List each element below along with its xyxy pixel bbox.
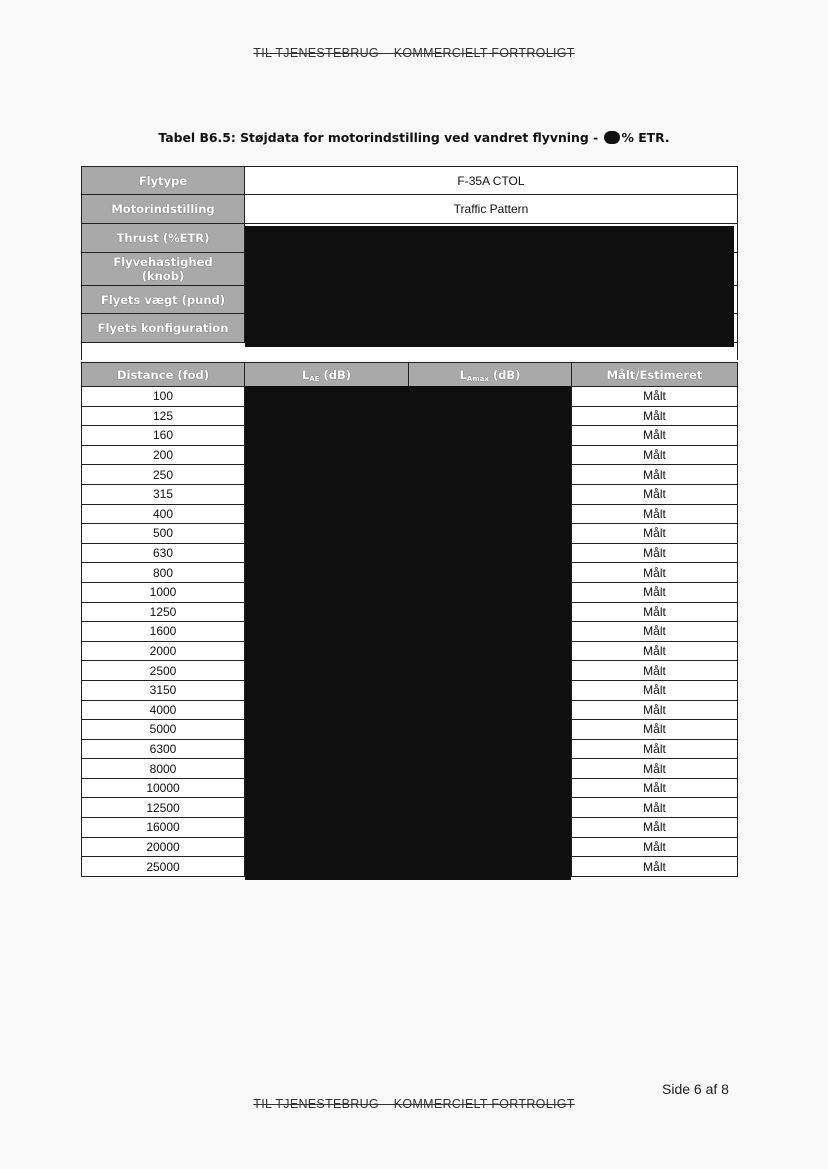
- measurement-header-row: [82, 363, 738, 387]
- distance-cell: 2500: [82, 661, 245, 681]
- status-cell: Målt: [572, 465, 738, 485]
- lae-subscript: AE: [309, 374, 320, 383]
- lamax-symbol: L: [459, 367, 467, 382]
- status-cell: Målt: [572, 426, 738, 446]
- status-cell: Målt: [572, 622, 738, 642]
- row-label: Flyvehastighed (knob): [82, 253, 245, 286]
- distance-cell: 2000: [82, 641, 245, 661]
- distance-cell: 1600: [82, 622, 245, 642]
- status-cell: Målt: [572, 818, 738, 838]
- redacted-value: [604, 131, 620, 144]
- title-text-before: Tabel B6.5: Støjdata for motorindstilling ved vandret flyvning -: [158, 130, 603, 145]
- redaction-block-aircraft: [245, 226, 734, 347]
- distance-cell: 160: [82, 426, 245, 446]
- status-cell: Målt: [572, 759, 738, 779]
- status-cell: Målt: [572, 661, 738, 681]
- row-label: Thrust (%ETR): [82, 224, 245, 253]
- status-cell: Målt: [572, 680, 738, 700]
- lamax-unit: (dB): [488, 367, 521, 382]
- status-cell: Målt: [572, 524, 738, 544]
- status-cell: Målt: [572, 641, 738, 661]
- distance-cell: 10000: [82, 778, 245, 798]
- title-text-after: % ETR.: [621, 130, 670, 145]
- distance-cell: 100: [82, 387, 245, 407]
- status-cell: Målt: [572, 837, 738, 857]
- page-number: Side 6 af 8: [662, 1081, 729, 1097]
- status-cell: Målt: [572, 778, 738, 798]
- header-distance: Distance (fod): [82, 363, 245, 387]
- header-status: Målt/Estimeret: [572, 363, 738, 387]
- status-cell: Målt: [572, 484, 738, 504]
- row-label: Flytype: [82, 167, 245, 195]
- distance-cell: 6300: [82, 739, 245, 759]
- distance-cell: 250: [82, 465, 245, 485]
- distance-cell: 125: [82, 406, 245, 426]
- header-classification: TIL TJENESTEBRUG – KOMMERCIELT FORTROLIGT: [253, 46, 575, 60]
- distance-cell: 1250: [82, 602, 245, 622]
- status-cell: Målt: [572, 445, 738, 465]
- distance-cell: 25000: [82, 857, 245, 877]
- row-label: Flyets konfiguration: [82, 314, 245, 343]
- row-label: Motorindstilling: [82, 195, 245, 224]
- distance-cell: 200: [82, 445, 245, 465]
- distance-cell: 12500: [82, 798, 245, 818]
- distance-cell: 20000: [82, 837, 245, 857]
- distance-cell: 400: [82, 504, 245, 524]
- distance-cell: 1000: [82, 582, 245, 602]
- status-cell: Målt: [572, 857, 738, 877]
- table-title: [0, 130, 828, 145]
- distance-cell: 16000: [82, 818, 245, 838]
- header-lae: [245, 363, 409, 387]
- redaction-block-levels: [245, 386, 571, 880]
- lae-symbol: L: [301, 367, 310, 382]
- distance-cell: 500: [82, 524, 245, 544]
- distance-cell: 5000: [82, 720, 245, 740]
- distance-cell: 4000: [82, 700, 245, 720]
- status-cell: Målt: [572, 582, 738, 602]
- status-cell: Målt: [572, 720, 738, 740]
- distance-cell: 630: [82, 543, 245, 563]
- lamax-subscript: Amax: [466, 374, 489, 383]
- status-cell: Målt: [572, 798, 738, 818]
- status-cell: Målt: [572, 602, 738, 622]
- distance-cell: 3150: [82, 680, 245, 700]
- row-value: Traffic Pattern: [245, 195, 738, 224]
- row-label: Flyets vægt (pund): [82, 286, 245, 314]
- status-cell: Målt: [572, 700, 738, 720]
- distance-cell: 8000: [82, 759, 245, 779]
- status-cell: Målt: [572, 504, 738, 524]
- header-lamax: [409, 363, 572, 387]
- status-cell: Målt: [572, 406, 738, 426]
- status-cell: Målt: [572, 563, 738, 583]
- status-cell: Målt: [572, 739, 738, 759]
- footer-classification: TIL TJENESTEBRUG – KOMMERCIELT FORTROLIGT: [253, 1097, 575, 1111]
- status-cell: Målt: [572, 543, 738, 563]
- distance-cell: 315: [82, 484, 245, 504]
- aircraft-row-motorindstilling: [82, 195, 738, 224]
- lae-unit: (dB): [319, 367, 352, 382]
- distance-cell: 800: [82, 563, 245, 583]
- aircraft-row-flytype: [82, 167, 738, 195]
- row-value: F-35A CTOL: [245, 167, 738, 195]
- status-cell: Målt: [572, 387, 738, 407]
